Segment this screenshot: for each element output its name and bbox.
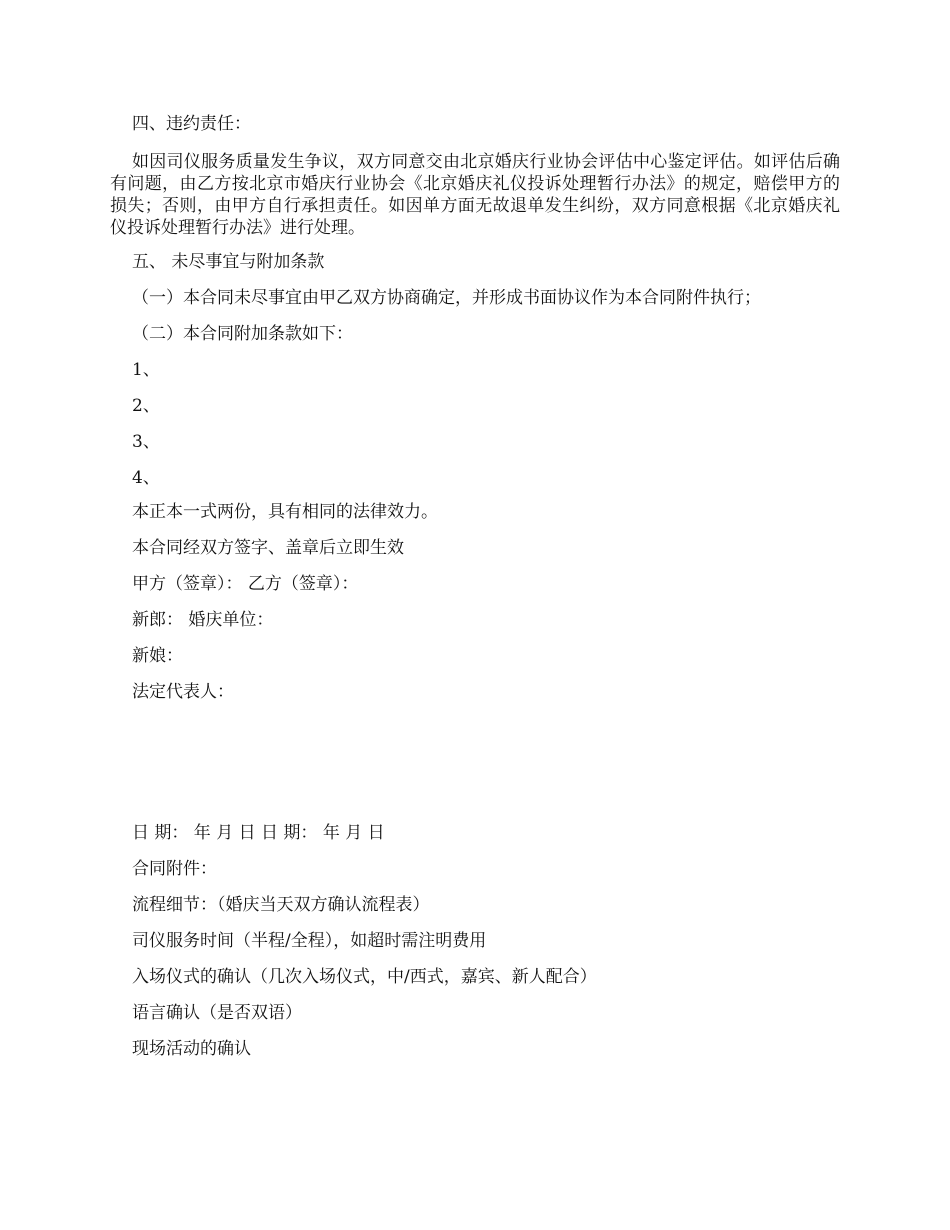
attachment-item: 语言确认（是否双语） xyxy=(132,1003,302,1023)
list-item: 3、 xyxy=(132,432,160,452)
list-item: 4、 xyxy=(132,468,160,488)
attachment-item: 入场仪式的确认（几次入场仪式，中/西式，嘉宾、新人配合） xyxy=(132,967,597,987)
groom-line: 新郎： 婚庆单位： xyxy=(132,610,274,630)
section4-body: 如因司仪服务质量发生争议，双方同意交由北京婚庆行业协会评估中心鉴定评估。如评估后确有问题，由乙方按北京市婚庆行业协会《北京婚庆礼仪投诉处理暂行办法》的规定，赔偿甲方的损失；否则，由甲方自行承担责任。如因单方面无故退单发生纠纷，双方同意根据《北京婚庆礼仪投诉处理暂行办法》进行处理。 xyxy=(110,152,840,238)
date-line: 日 期： 年 月 日 日 期： 年 月 日 xyxy=(132,823,385,843)
section4-heading: 四、违约责任： xyxy=(132,114,251,134)
attachment-item: 流程细节：（婚庆当天双方确认流程表） xyxy=(132,895,430,915)
attachment-item: 司仪服务时间（半程/全程），如超时需注明费用 xyxy=(132,931,487,951)
list-item: 1、 xyxy=(132,360,160,380)
list-item: 2、 xyxy=(132,396,160,416)
clause-2: （二）本合同附加条款如下： xyxy=(132,324,353,344)
parties-signature-line: 甲方（签章）： 乙方（签章）： xyxy=(132,574,359,594)
clause-1: （一）本合同未尽事宜由甲乙双方协商确定，并形成书面协议作为本合同附件执行； xyxy=(132,288,761,308)
attachments-heading: 合同附件： xyxy=(132,859,217,879)
attachment-item: 现场活动的确认 xyxy=(132,1039,251,1059)
effective-statement: 本合同经双方签字、盖章后立即生效 xyxy=(132,538,404,558)
legal-representative-line: 法定代表人： xyxy=(132,682,234,702)
copies-statement: 本正本一式两份，具有相同的法律效力。 xyxy=(132,502,438,522)
section5-heading: 五、 未尽事宜与附加条款 xyxy=(132,252,325,272)
bride-line: 新娘： xyxy=(132,646,183,666)
